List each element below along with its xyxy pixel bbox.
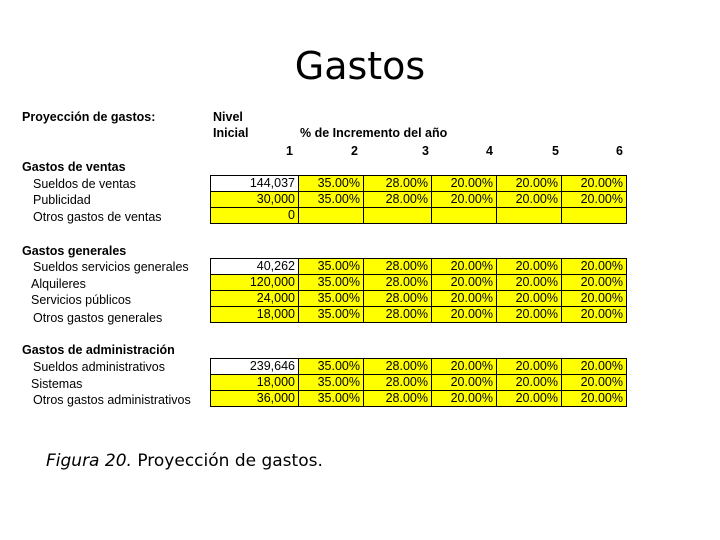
- col-number: 4: [486, 144, 493, 158]
- table-row: [211, 359, 627, 375]
- nivel-label-line1: Nivel: [213, 110, 243, 124]
- cell-initial: 40,262: [211, 259, 299, 275]
- col-number: 6: [616, 144, 623, 158]
- table-ventas: [210, 175, 627, 224]
- cell-pct: 28.00%: [364, 192, 432, 208]
- row-label: Servicios públicos: [31, 293, 132, 307]
- cell-pct: 35.00%: [299, 307, 364, 323]
- slide-title: Gastos: [294, 44, 426, 88]
- row-label: Sueldos servicios generales: [33, 260, 189, 274]
- cell-pct: 20.00%: [562, 307, 627, 323]
- figure-number: Figura 20.: [46, 451, 132, 471]
- cell-pct: 20.00%: [432, 176, 497, 192]
- cell-pct: 20.00%: [562, 375, 627, 391]
- cell-pct: 20.00%: [497, 275, 562, 291]
- row-label: Otros gastos de ventas: [33, 210, 162, 224]
- col-number: 5: [552, 144, 559, 158]
- figure-caption-text: Proyección de gastos.: [137, 451, 323, 471]
- cell-pct: 20.00%: [432, 359, 497, 375]
- cell-pct: 20.00%: [562, 359, 627, 375]
- col-number: 1: [286, 144, 293, 158]
- row-label: Alquileres: [31, 277, 86, 291]
- cell-pct: 20.00%: [497, 259, 562, 275]
- cell-pct: 28.00%: [364, 307, 432, 323]
- cell-pct: 20.00%: [562, 391, 627, 407]
- cell-pct: 35.00%: [299, 259, 364, 275]
- projection-label: Proyección de gastos:: [22, 110, 156, 124]
- table-row: [211, 259, 627, 275]
- cell-initial: 0: [211, 208, 299, 224]
- cell-pct: 20.00%: [432, 307, 497, 323]
- cell-pct: 28.00%: [364, 176, 432, 192]
- table-row: [211, 275, 627, 291]
- cell-pct: 28.00%: [364, 275, 432, 291]
- cell-initial: 144,037: [211, 176, 299, 192]
- table-row: [211, 176, 627, 192]
- cell-pct: 20.00%: [497, 359, 562, 375]
- col-number: 3: [422, 144, 429, 158]
- cell-initial: 36,000: [211, 391, 299, 407]
- cell-pct: 28.00%: [364, 291, 432, 307]
- cell-pct: 28.00%: [364, 359, 432, 375]
- cell-pct: 20.00%: [562, 259, 627, 275]
- cell-initial: 24,000: [211, 291, 299, 307]
- section-title-administracion: Gastos de administración: [22, 343, 175, 357]
- cell-pct: [497, 208, 562, 224]
- row-label: Sueldos administrativos: [33, 360, 166, 374]
- table-row: [211, 208, 627, 224]
- cell-pct: [299, 208, 364, 224]
- table-generales: [210, 258, 627, 323]
- cell-pct: 20.00%: [497, 307, 562, 323]
- cell-pct: 28.00%: [364, 375, 432, 391]
- table-row: [211, 291, 627, 307]
- cell-pct: [432, 208, 497, 224]
- section-title-generales: Gastos generales: [22, 244, 127, 258]
- cell-pct: 20.00%: [497, 291, 562, 307]
- cell-pct: 35.00%: [299, 391, 364, 407]
- cell-pct: 20.00%: [562, 176, 627, 192]
- table-row: [211, 375, 627, 391]
- cell-pct: 35.00%: [299, 176, 364, 192]
- row-label: Publicidad: [33, 193, 91, 207]
- row-label: Otros gastos administrativos: [33, 393, 191, 407]
- nivel-label-line2: Inicial: [213, 126, 249, 140]
- cell-pct: 20.00%: [432, 391, 497, 407]
- cell-pct: 20.00%: [432, 192, 497, 208]
- cell-pct: [562, 208, 627, 224]
- cell-pct: 35.00%: [299, 375, 364, 391]
- cell-pct: 20.00%: [497, 192, 562, 208]
- cell-pct: 35.00%: [299, 192, 364, 208]
- cell-pct: 20.00%: [562, 291, 627, 307]
- cell-pct: 35.00%: [299, 275, 364, 291]
- cell-initial: 120,000: [211, 275, 299, 291]
- section-title-ventas: Gastos de ventas: [22, 160, 126, 174]
- cell-pct: 20.00%: [562, 275, 627, 291]
- increment-label: % de Incremento del año: [300, 126, 448, 140]
- cell-pct: 28.00%: [364, 391, 432, 407]
- table-row: [211, 192, 627, 208]
- row-label: Otros gastos generales: [33, 311, 163, 325]
- table-row: [211, 391, 627, 407]
- cell-pct: 20.00%: [497, 391, 562, 407]
- cell-initial: 18,000: [211, 307, 299, 323]
- cell-pct: 35.00%: [299, 291, 364, 307]
- table-row: [211, 307, 627, 323]
- cell-initial: 30,000: [211, 192, 299, 208]
- row-label: Sueldos de ventas: [33, 177, 136, 191]
- cell-pct: 20.00%: [432, 375, 497, 391]
- figure-caption: [46, 451, 323, 471]
- cell-pct: 28.00%: [364, 259, 432, 275]
- cell-pct: 20.00%: [497, 176, 562, 192]
- col-number: 2: [351, 144, 358, 158]
- table-administracion: [210, 358, 627, 407]
- cell-pct: 20.00%: [562, 192, 627, 208]
- row-label: Sistemas: [31, 377, 83, 391]
- cell-pct: 20.00%: [432, 259, 497, 275]
- cell-initial: 239,646: [211, 359, 299, 375]
- cell-pct: 35.00%: [299, 359, 364, 375]
- cell-initial: 18,000: [211, 375, 299, 391]
- cell-pct: 20.00%: [432, 275, 497, 291]
- cell-pct: 20.00%: [432, 291, 497, 307]
- cell-pct: 20.00%: [497, 375, 562, 391]
- cell-pct: [364, 208, 432, 224]
